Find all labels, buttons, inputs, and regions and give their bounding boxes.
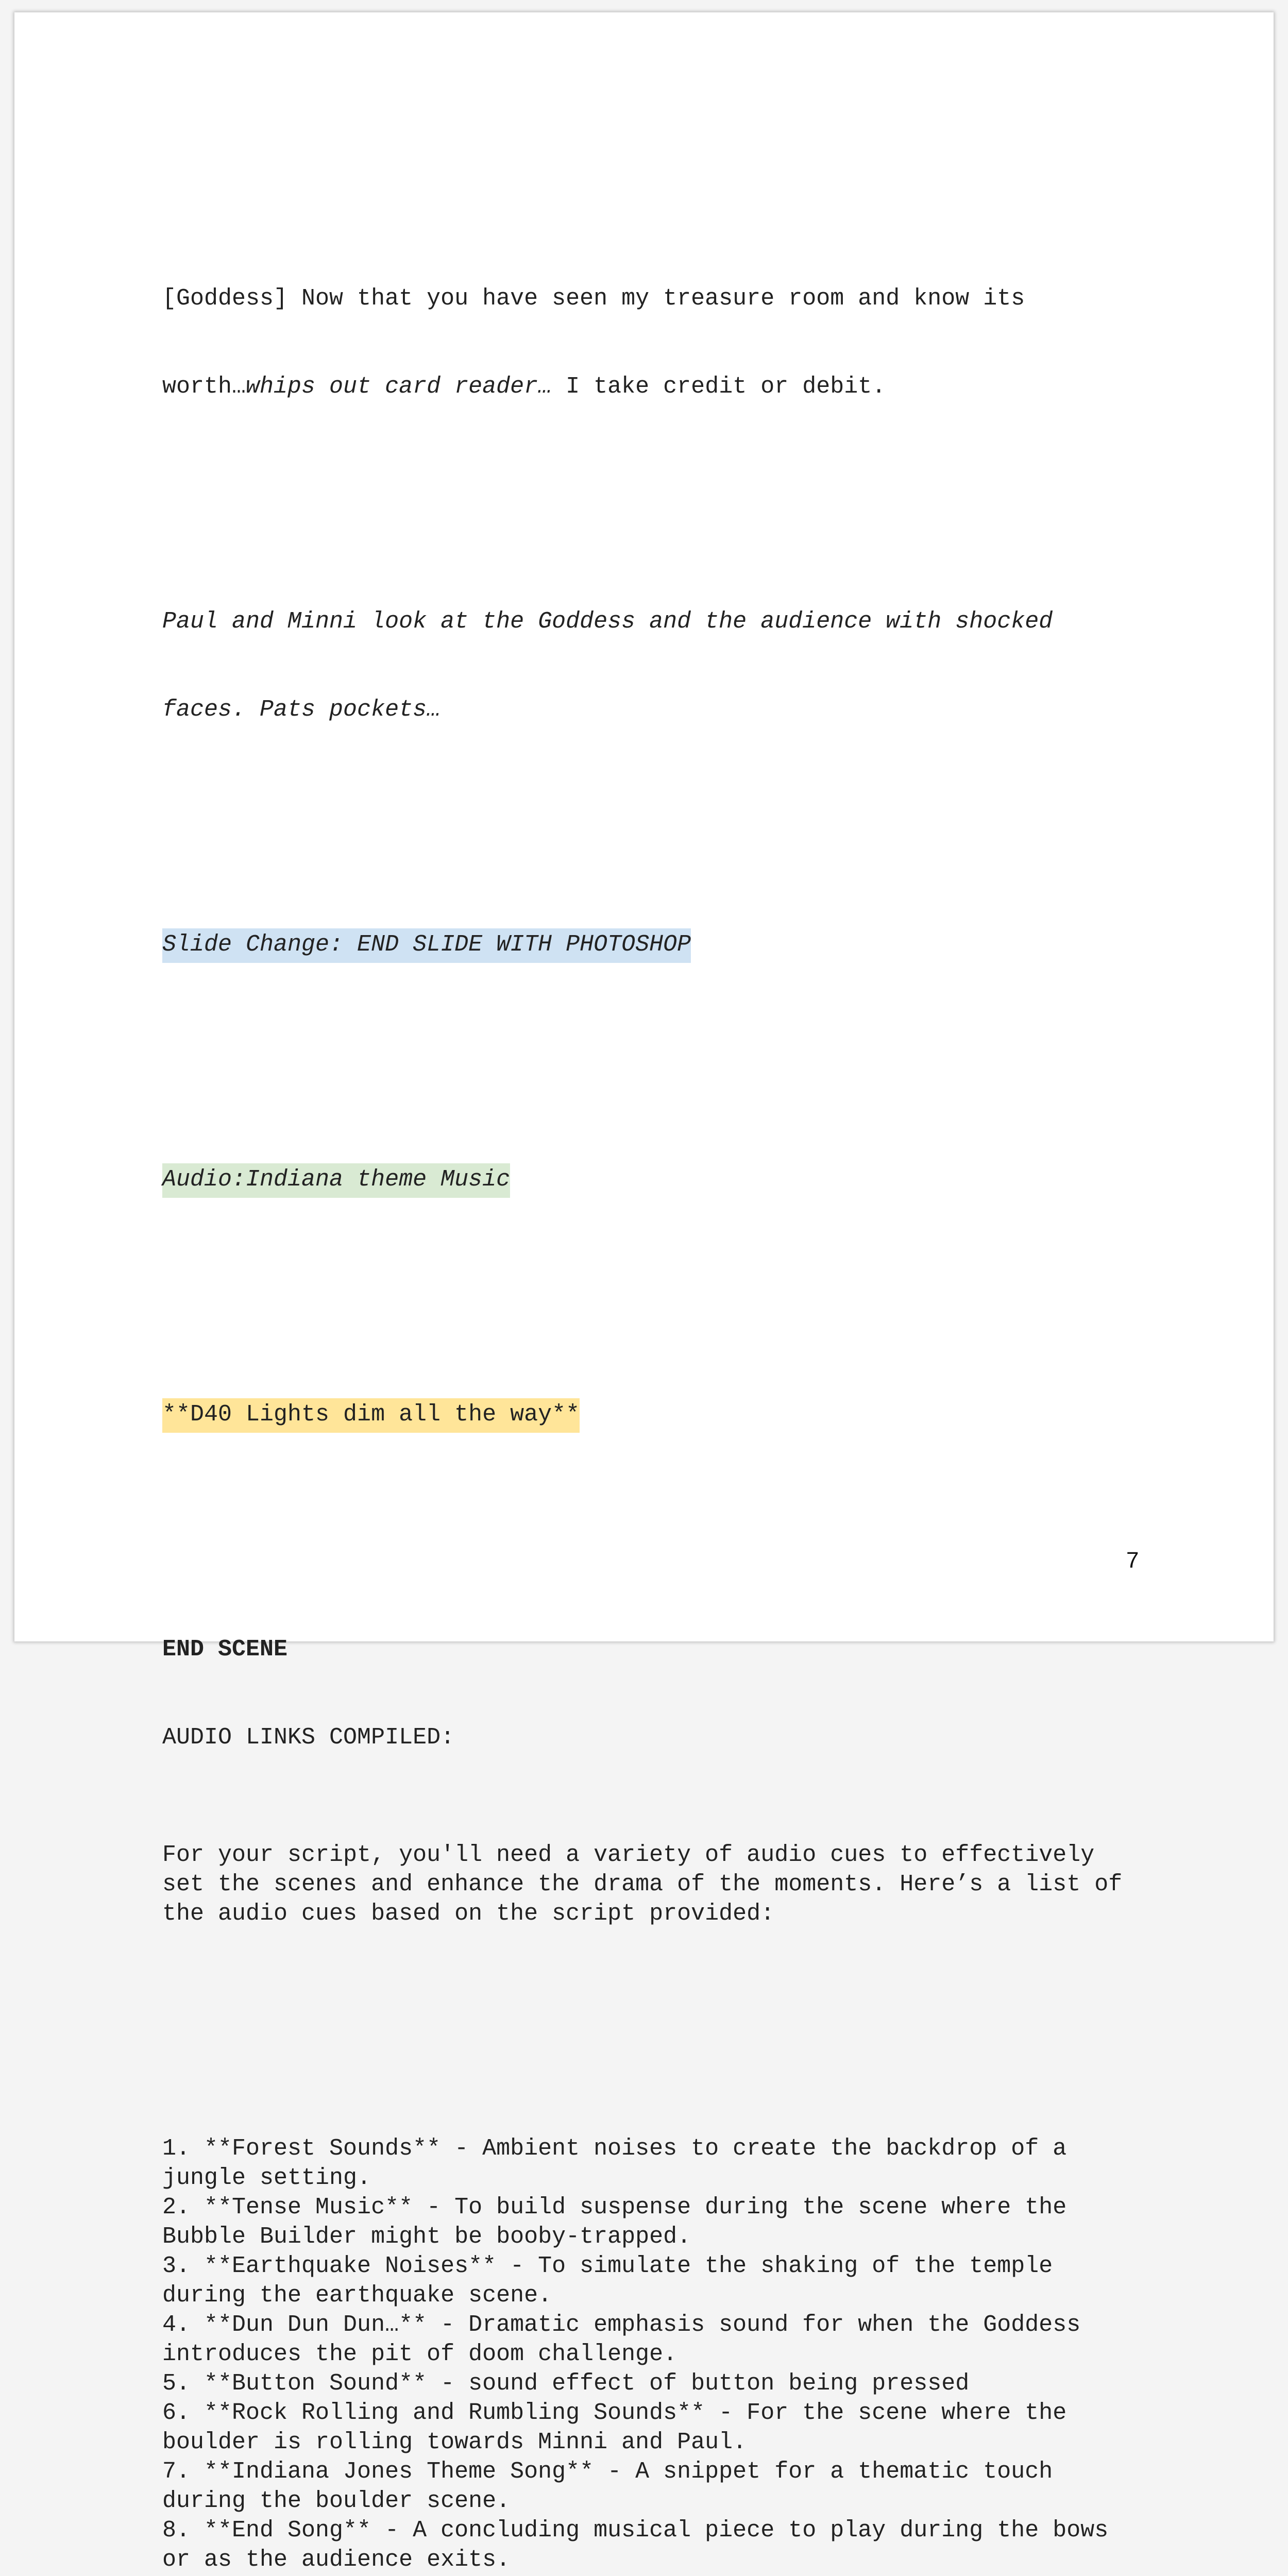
list-item-line: 2. **Tense Music** - To build suspense during the scene where the bbox=[162, 2194, 1067, 2221]
list-item-line: 3. **Earthquake Noises** - To simulate the shaking of the temple bbox=[162, 2253, 1053, 2279]
list-item-line: during the boulder scene. bbox=[162, 2488, 511, 2514]
list-item-line: boulder is rolling towards Minni and Paul. bbox=[162, 2429, 747, 2455]
spacer bbox=[162, 489, 1172, 519]
list-item-line: 6. **Rock Rolling and Rumbling Sounds** - For the scene where the bbox=[162, 2400, 1067, 2426]
list-item-line: jungle setting. bbox=[162, 2165, 371, 2191]
lighting-cue-text: **D40 Lights dim all the way** bbox=[162, 1398, 580, 1433]
list-item-line: 7. **Indiana Jones Theme Song** - A snippet for a thematic touch bbox=[162, 2459, 1053, 2485]
page-number: 7 bbox=[1126, 1548, 1139, 1573]
goddess-line-2-italic: whips out card reader… bbox=[246, 374, 552, 400]
stage-direction-line-2: faces. Pats pockets… bbox=[162, 697, 441, 723]
audio-cue-list bbox=[162, 2134, 1172, 2574]
end-scene-heading: END SCENE bbox=[162, 1636, 288, 1663]
list-item-line: introduces the pit of doom challenge. bbox=[162, 2341, 677, 2367]
list-item-line: Bubble Builder might be booby-trapped. bbox=[162, 2224, 691, 2250]
list-item-line: 8. **End Song** - A concluding musical piece to play during the bows bbox=[162, 2517, 1109, 2544]
goddess-line-2 bbox=[162, 372, 1172, 401]
slide-change-cue bbox=[162, 930, 1172, 959]
spacer bbox=[162, 1282, 1172, 1312]
audio-cue bbox=[162, 1165, 1172, 1194]
audio-links-heading: AUDIO LINKS COMPILED: bbox=[162, 1724, 455, 1751]
stage-direction-line-1: Paul and Minni look at the Goddess and the audience with shocked bbox=[162, 608, 1053, 635]
list-item-line: or as the audience exits. bbox=[162, 2547, 511, 2573]
slide-change-text: Slide Change: END SLIDE WITH PHOTOSHOP bbox=[162, 928, 691, 963]
goddess-line-2-start: worth… bbox=[162, 374, 246, 400]
intro-line: set the scenes and enhance the drama of the moments. Here’s a list of bbox=[162, 1871, 1123, 1897]
goddess-line-2-end: I take credit or debit. bbox=[552, 374, 886, 400]
goddess-line-1: [Goddess] Now that you have seen my treasure room and know its bbox=[162, 285, 1025, 312]
list-item-line: 1. **Forest Sounds** - Ambient noises to create the backdrop of a bbox=[162, 2136, 1067, 2162]
list-item-line: during the earthquake scene. bbox=[162, 2282, 552, 2309]
spacer bbox=[162, 1047, 1172, 1077]
list-item-line: 4. **Dun Dun Dun…** - Dramatic emphasis sound for when the Goddess bbox=[162, 2312, 1081, 2338]
spacer bbox=[162, 1517, 1172, 1547]
lighting-cue bbox=[162, 1400, 1172, 1429]
intro-line: For your script, you'll need a variety of audio cues to effectively bbox=[162, 1842, 1095, 1868]
spacer bbox=[162, 2016, 1172, 2046]
intro-line: the audio cues based on the script provided: bbox=[162, 1901, 775, 1927]
audio-links-intro bbox=[162, 1840, 1172, 1928]
document-page bbox=[14, 12, 1274, 2573]
page-content bbox=[162, 196, 1172, 2576]
spacer bbox=[162, 812, 1172, 842]
audio-cue-text: Audio:Indiana theme Music bbox=[162, 1163, 510, 1198]
list-item-line: 5. **Button Sound** - sound effect of button being pressed bbox=[162, 2370, 970, 2397]
